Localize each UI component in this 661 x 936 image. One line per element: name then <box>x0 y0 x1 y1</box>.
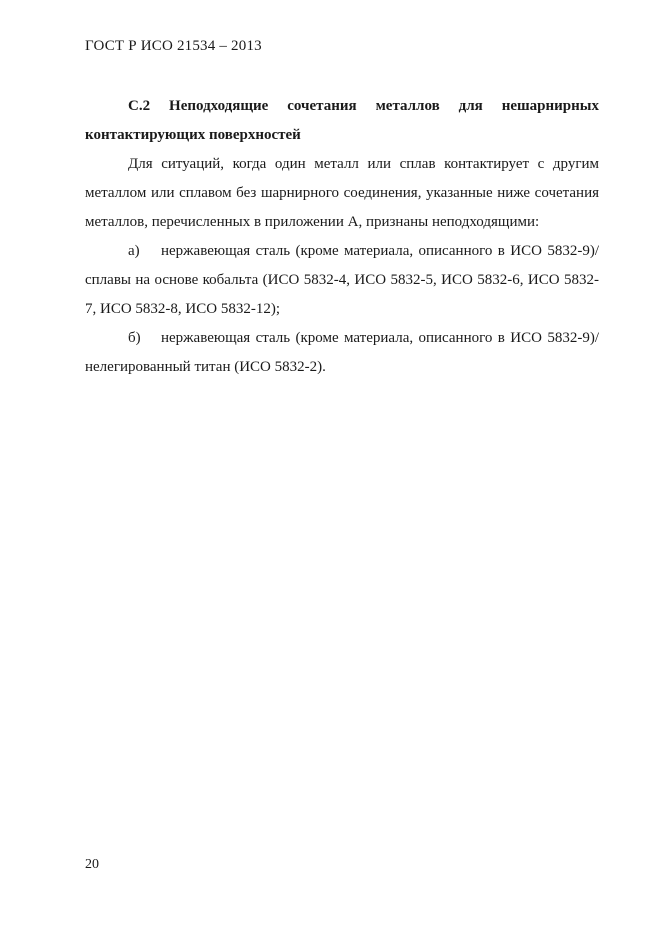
section-heading: С.2 Неподходящие сочетания металлов для нешарнирных контактирующих поверхностей <box>85 98 599 143</box>
list-item <box>85 237 599 324</box>
document-header: ГОСТ Р ИСО 21534 – 2013 <box>85 38 262 54</box>
intro-paragraph: Для ситуаций, когда один металл или сплав контактирует с другим металлом или сплавом без шарнирного соединения, указанные ниже сочетания металлов, перечисленных в приложении А, признаны неподходящими: <box>85 156 599 230</box>
list-item-marker: б) <box>128 330 141 346</box>
list-item-text: нержавеющая сталь (кроме материала, описанного в ИСО 5832-9)/сплавы на основе кобальта (ИСО 5832-4, ИСО 5832-5, ИСО 5832-6, ИСО 5832-7, ИСО 5832-8, ИСО 5832-12); <box>85 243 599 317</box>
page-content <box>85 92 599 382</box>
list-item <box>85 324 599 382</box>
list-item-text: нержавеющая сталь (кроме материала, описанного в ИСО 5832-9)/нелегированный титан (ИСО 5832-2). <box>85 330 599 375</box>
page-number: 20 <box>85 857 99 872</box>
list-item-marker: а) <box>128 243 140 259</box>
